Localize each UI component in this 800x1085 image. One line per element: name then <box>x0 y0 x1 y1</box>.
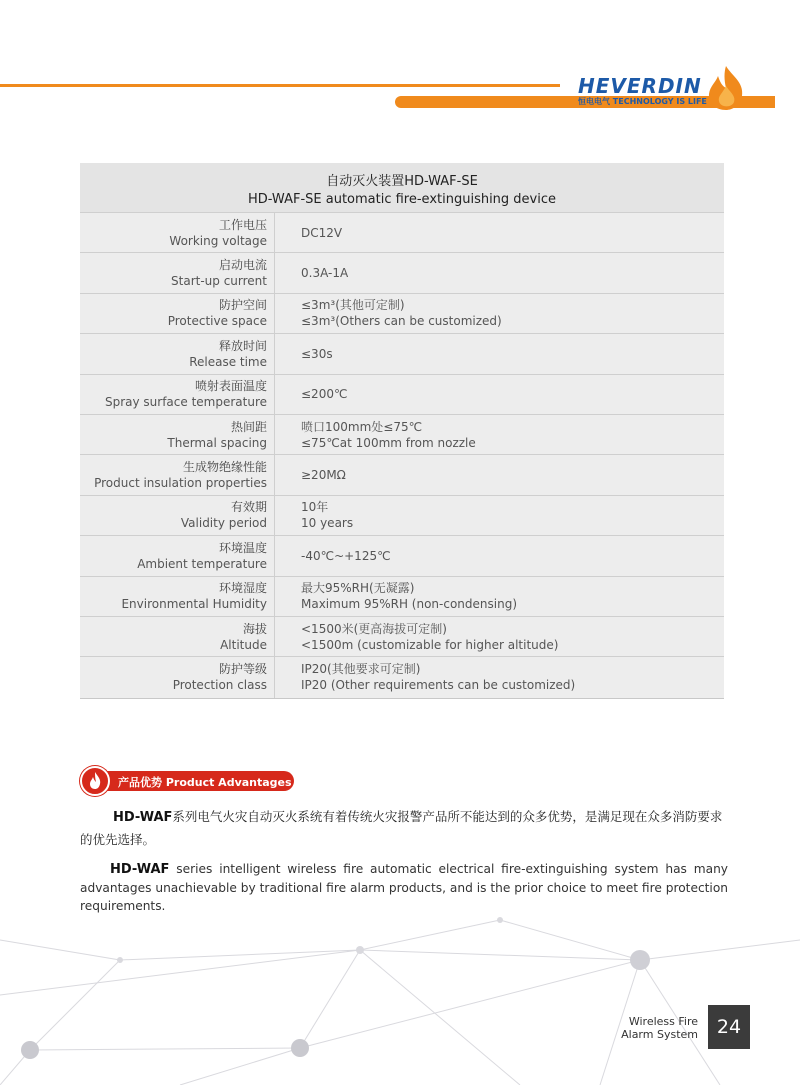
spec-table-header <box>80 163 724 213</box>
spec-label-cn: 环境湿度 <box>218 581 267 596</box>
spec-value-line1: ≥20MΩ <box>301 468 346 483</box>
spec-value-line1: ≤3m³(其他可定制) <box>301 298 405 313</box>
table-row <box>80 455 724 495</box>
table-row <box>80 334 724 374</box>
flame-icon <box>702 64 750 112</box>
fire-badge-icon <box>80 766 110 796</box>
spec-value-line1: ≤200℃ <box>301 387 348 402</box>
spec-value <box>275 617 558 656</box>
brand-subtitle <box>578 96 707 107</box>
spec-label-en: Working voltage <box>169 233 267 248</box>
advantages-text-en: series intelligent wireless fire automatic electrical fire-extinguishing system has many advantages unachievable by traditional fire alarm products, and is the prior choice to meet fire protection requirements. <box>80 862 729 913</box>
table-row <box>80 577 724 617</box>
product-keyword-en: HD-WAF <box>110 862 170 877</box>
spec-value-line1: -40℃~+125℃ <box>301 548 391 563</box>
brand-subtitle-cn: 恒电电气 <box>578 97 610 106</box>
spec-value <box>275 375 347 414</box>
spec-value-line1: ≤30s <box>301 346 333 361</box>
spec-value-line2: Maximum 95%RH (non-condensing) <box>301 597 517 612</box>
spec-label <box>80 536 275 575</box>
spec-value-line2: ≤75℃at 100mm from nozzle <box>301 435 476 450</box>
spec-label-cn: 环境温度 <box>218 540 267 555</box>
spec-label <box>80 496 275 535</box>
page-number: 24 <box>708 1005 750 1049</box>
spec-value <box>275 415 476 454</box>
spec-label-en: Product insulation properties <box>94 476 267 491</box>
table-row <box>80 294 724 334</box>
table-row <box>80 657 724 697</box>
spec-label <box>80 213 275 252</box>
spec-label <box>80 294 275 333</box>
spec-value-line1: 10年 <box>301 500 329 515</box>
spec-label-cn: 防护等级 <box>218 662 267 677</box>
spec-value <box>275 496 353 535</box>
spec-value <box>275 294 502 333</box>
footer-caption <box>621 1015 698 1041</box>
spec-label <box>80 253 275 292</box>
spec-label-en: Thermal spacing <box>167 435 267 450</box>
spec-label-en: Validity period <box>180 516 267 531</box>
spec-value <box>275 213 342 252</box>
table-row <box>80 415 724 455</box>
spec-label-en: Start-up current <box>171 274 267 289</box>
table-row <box>80 536 724 576</box>
advantages-heading <box>80 766 295 796</box>
footer-line1: Wireless Fire <box>628 1015 698 1028</box>
spec-title-en: HD-WAF-SE automatic fire-extinguishing device <box>247 192 557 207</box>
spec-value-line1: DC12V <box>301 225 343 240</box>
network-decoration <box>0 900 800 1085</box>
spec-value <box>275 657 575 697</box>
spec-label <box>80 415 275 454</box>
table-row <box>80 213 724 253</box>
advantages-paragraph-cn <box>80 806 728 851</box>
spec-value-line2: <1500m (customizable for higher altitude) <box>301 637 559 652</box>
spec-value-line2: IP20 (Other requirements can be customized) <box>301 678 576 693</box>
footer-line2: Alarm System <box>621 1028 698 1041</box>
spec-value-line1: 0.3A-1A <box>301 266 349 281</box>
spec-label-en: Altitude <box>220 637 267 652</box>
spec-value <box>275 577 517 616</box>
table-row <box>80 496 724 536</box>
spec-value-line2: 10 years <box>301 516 354 531</box>
spec-label <box>80 455 275 494</box>
spec-label-cn: 海拔 <box>242 621 267 636</box>
brand-name: HEVERDIN <box>578 74 702 98</box>
spec-label-cn: 喷射表面温度 <box>194 379 267 394</box>
spec-label-cn: 释放时间 <box>218 338 267 353</box>
product-keyword: HD-WAF <box>113 810 173 825</box>
spec-value-line1: IP20(其他要求可定制) <box>301 662 421 677</box>
spec-label-cn: 热间距 <box>230 419 267 434</box>
table-row <box>80 253 724 293</box>
spec-value-line2: ≤3m³(Others can be customized) <box>301 314 502 329</box>
spec-label-cn: 生成物绝缘性能 <box>182 460 267 475</box>
spec-value <box>275 455 346 494</box>
brand-subtitle-en: TECHNOLOGY IS LIFE <box>612 97 707 106</box>
table-row <box>80 617 724 657</box>
spec-title-cn: 自动灭火装置HD-WAF-SE <box>326 174 478 189</box>
spec-value-line1: <1500米(更高海拔可定制) <box>301 621 447 636</box>
table-row <box>80 375 724 415</box>
spec-label-cn: 工作电压 <box>218 217 267 232</box>
spec-label-cn: 启动电流 <box>218 258 267 273</box>
spec-label-en: Protection class <box>172 678 267 693</box>
spec-label-en: Release time <box>189 354 267 369</box>
spec-label <box>80 334 275 373</box>
spec-label-en: Ambient temperature <box>137 556 267 571</box>
spec-table <box>80 163 724 699</box>
spec-label-cn: 有效期 <box>230 500 267 515</box>
spec-value <box>275 536 391 575</box>
spec-label-en: Environmental Humidity <box>121 597 267 612</box>
spec-label <box>80 657 275 697</box>
header-rule <box>0 84 560 87</box>
advantages-heading-text: 产品优势 Product Advantages <box>118 776 292 789</box>
spec-value-line1: 最大95%RH(无凝露) <box>301 581 415 596</box>
spec-label <box>80 617 275 656</box>
advantages-text-cn: 系列电气火灾自动灭火系统有着传统火灾报警产品所不能达到的众多优势，是满足现在众多消防要求的优先选择。 <box>80 809 723 847</box>
spec-value <box>275 334 333 373</box>
spec-value <box>275 253 348 292</box>
spec-label-cn: 防护空间 <box>218 298 267 313</box>
advantages-heading-bar <box>94 771 294 791</box>
spec-label-en: Spray surface temperature <box>104 395 267 410</box>
spec-label-en: Protective space <box>167 314 267 329</box>
spec-label <box>80 375 275 414</box>
spec-value-line1: 喷口100mm处≤75℃ <box>301 419 423 434</box>
spec-label <box>80 577 275 616</box>
